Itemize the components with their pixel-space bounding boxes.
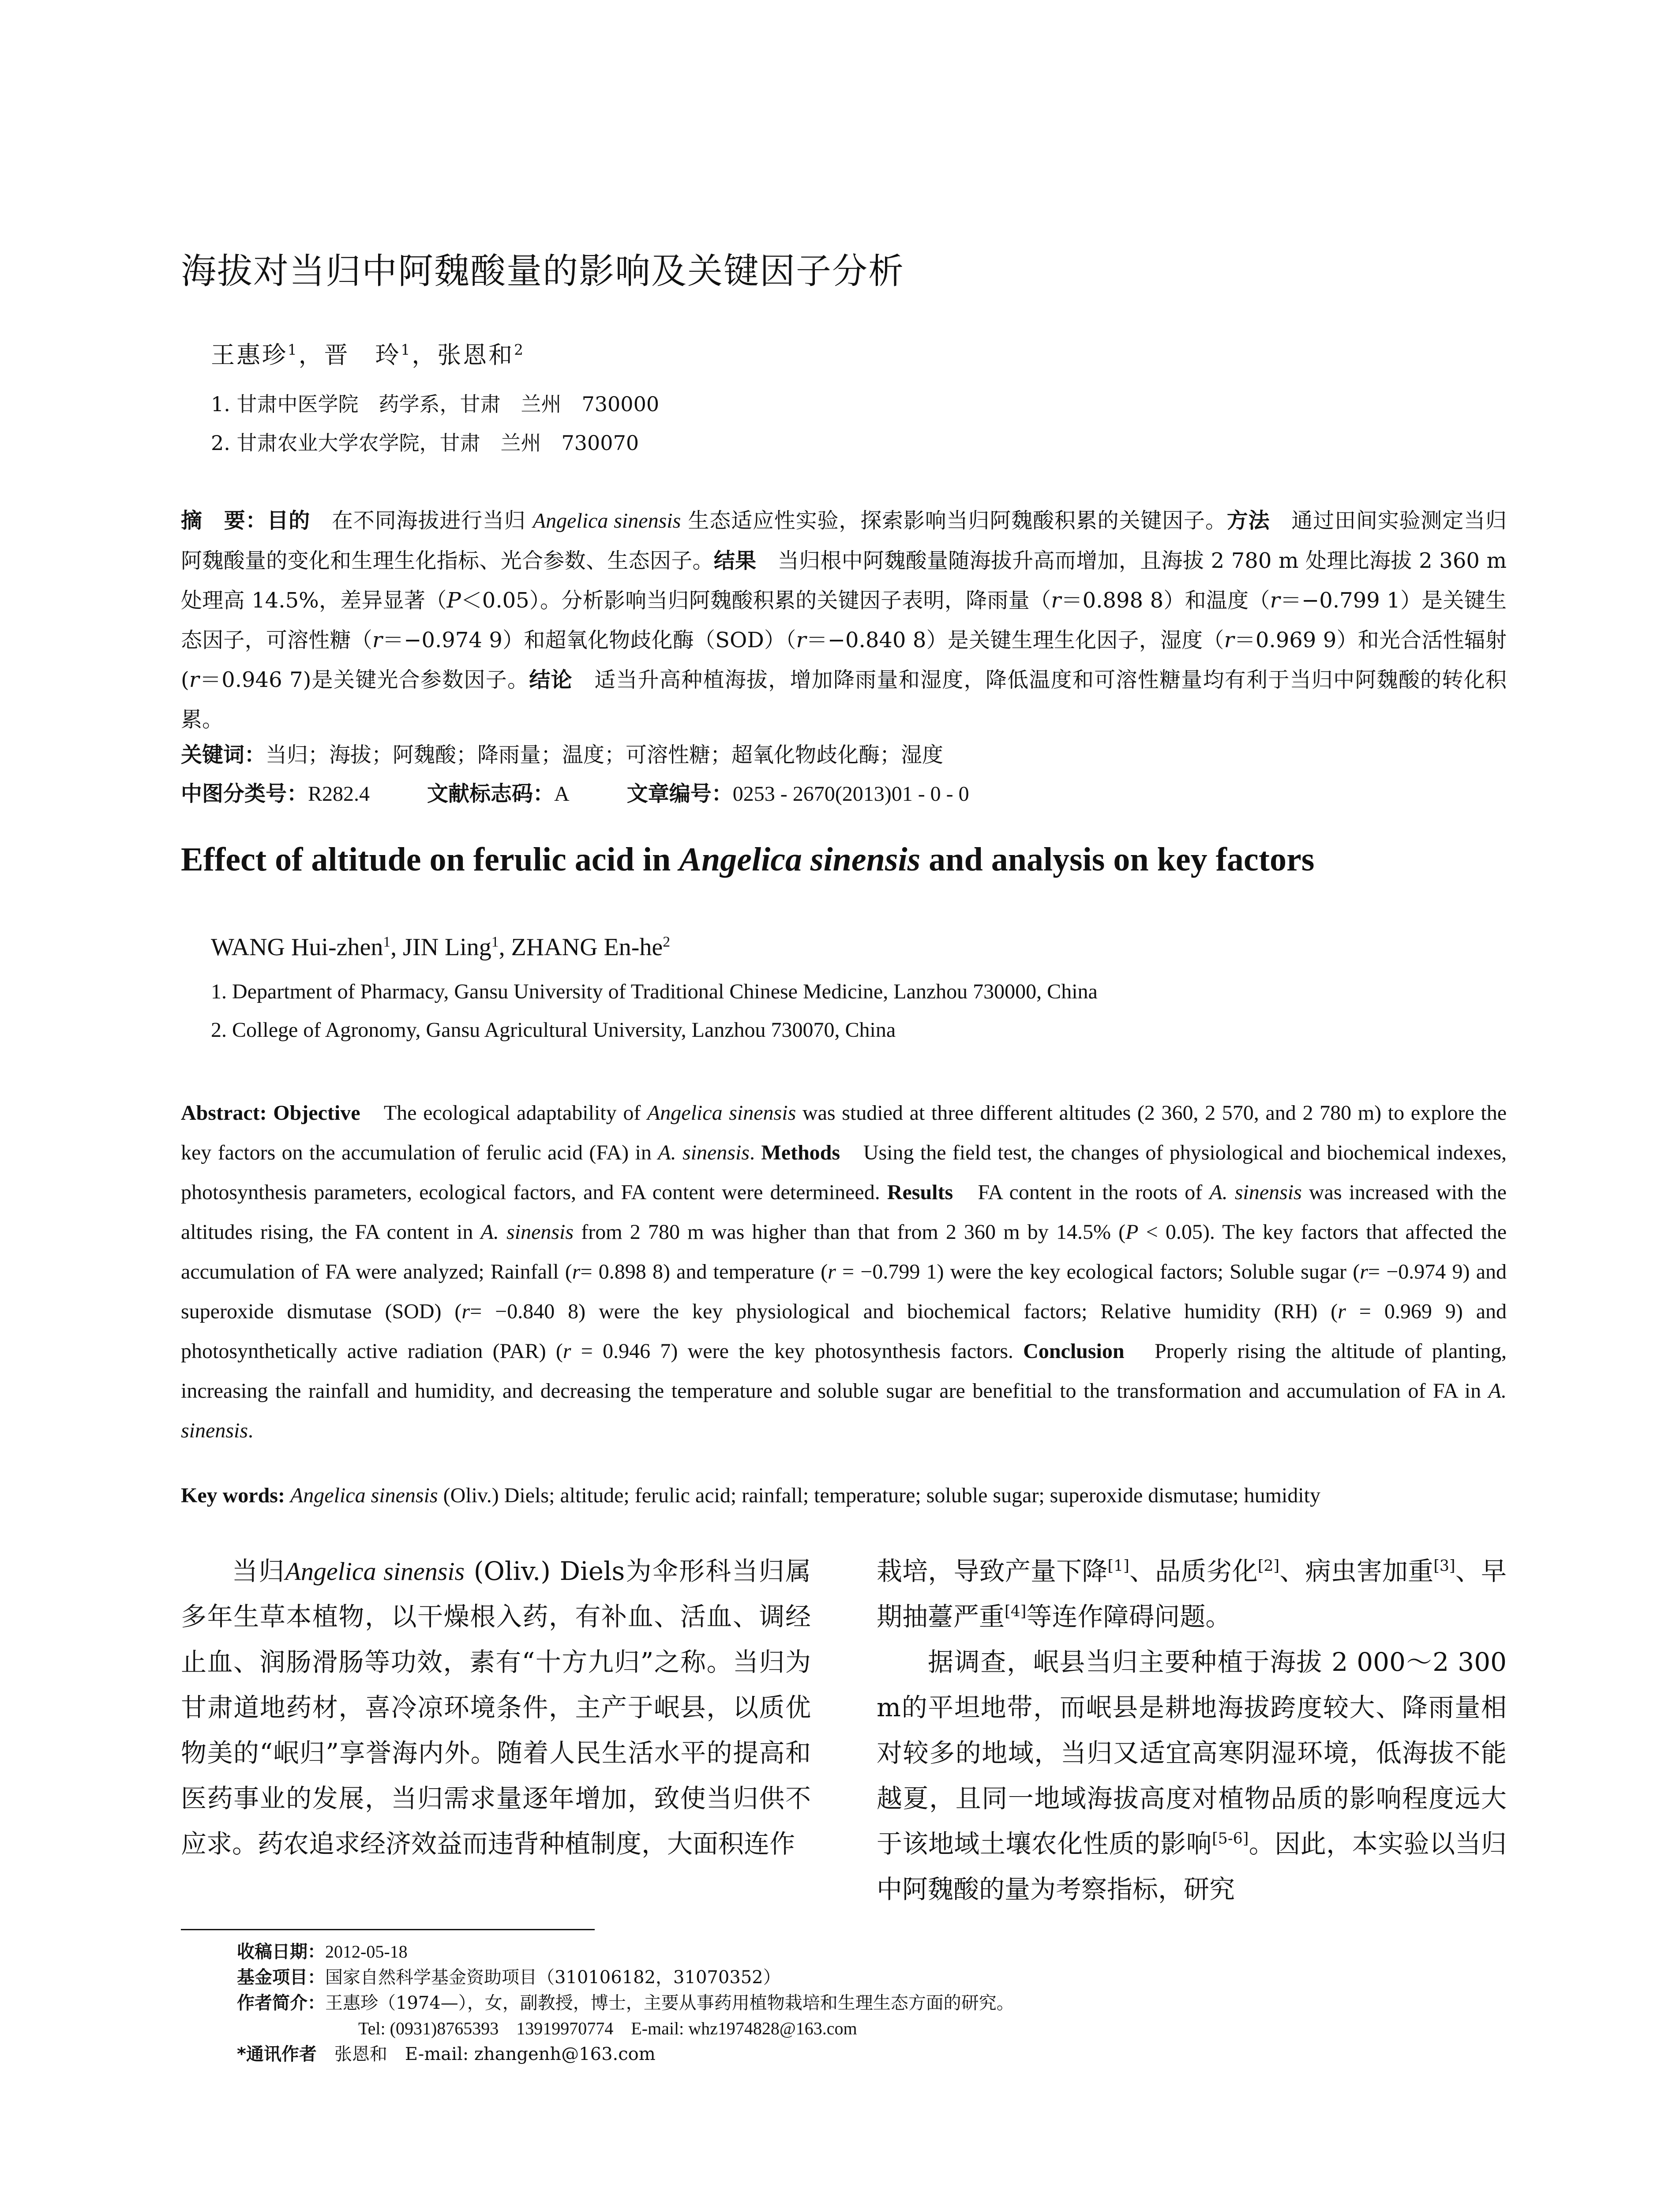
stat-symbol: r (796, 628, 806, 653)
body-paragraph (877, 1549, 1507, 1639)
author-separator: ， (298, 341, 324, 369)
footnote-fund (237, 1965, 1014, 1990)
footnote-value: 2012-05-18 (325, 1942, 408, 1962)
footnote-author-bio (237, 1990, 1014, 2016)
methods-label: Methods (761, 1141, 840, 1164)
author-affiliation-mark: 1 (288, 341, 299, 358)
stat-symbol: r (189, 668, 199, 692)
species-name: Angelica sinensis (647, 1101, 796, 1125)
body-text: 、品质劣化 (1129, 1556, 1258, 1586)
abstract-text: Properly rising the altitude of planting, increasing the rainfall and humidity, and decreasing the temperature and soluble sugar are benefitial to the transformation and accumulation of FA in (181, 1339, 1507, 1403)
species-name: Angelica sinensis (285, 1557, 465, 1586)
species-name: A. sinensis (658, 1141, 750, 1164)
body-text: 栽培，导致产量下降 (877, 1556, 1108, 1586)
conclusion-label: Conclusion (1023, 1339, 1125, 1363)
authors-en (211, 933, 670, 961)
author-name: WANG Hui-zhen (211, 934, 383, 961)
footnote-value: 张恩和 E-mail: zhangenh@163.com (316, 2044, 656, 2064)
body-text: 、早期抽薹严重 (877, 1556, 1507, 1632)
body-text: 、病虫害加重 (1279, 1556, 1434, 1586)
doc-code-label: 文献标志码： (427, 781, 555, 806)
abstract-text: FA content in the roots of (953, 1181, 1210, 1204)
author-name: ZHANG En-he (511, 934, 663, 961)
article-number-label: 文章编号： (626, 781, 733, 806)
footnote-contact: Tel: (0931)8765393 13919970774 E-mail: whz1974828@163.com (358, 2018, 857, 2038)
abstract-text: = 0.898 8) and temperature ( (580, 1260, 828, 1283)
abstract-text: . (750, 1141, 761, 1164)
conclusion-label: 结论 (529, 668, 573, 692)
authors-zh (211, 336, 525, 370)
stat-symbol: r (1270, 588, 1280, 613)
article-number-value: 0253 - 2670(2013)01 - 0 - 0 (732, 782, 969, 806)
methods-label: 方法 (1226, 508, 1270, 533)
citation-ref[interactable]: [4] (1005, 1602, 1027, 1621)
citation-ref[interactable]: [5-6] (1212, 1830, 1249, 1848)
abstract-en (181, 1093, 1507, 1451)
keywords-text: (Oliv.) Diels; altitude; ferulic acid; rainfall; temperature; soluble sugar; superoxide dismutase; humidity (438, 1484, 1320, 1507)
results-text: ＝0.946 7)是关键光合参数因子。 (199, 668, 529, 692)
body-text: 当归 (232, 1556, 285, 1586)
author-affiliation-mark: 1 (383, 934, 391, 950)
author-affiliation-mark: 2 (514, 341, 525, 358)
author-name: JIN Ling (403, 934, 491, 961)
objective-text: 生态适应性实验，探索影响当归阿魏酸积累的关键因子。 (681, 508, 1227, 533)
results-text: ＝−0.840 8）是关键生理生化因子，湿度（ (806, 628, 1224, 653)
affiliation-zh: 2. 甘肃农业大学农学院，甘肃 兰州 730070 (211, 431, 639, 455)
doc-code-value: A (554, 782, 570, 806)
results-text: 当归根中阿魏酸量随海拔升高而增加，且海拔 2 780 m 处理比海拔 2 360 m 处理高 14.5%，差异显著（ (181, 548, 1507, 613)
footnote-divider (181, 1929, 595, 1930)
paper-title-zh: 海拔对当归中阿魏酸量的影响及关键因子分析 (181, 251, 904, 292)
abstract-label: 摘 要： (181, 508, 267, 533)
keywords-text: 当归；海拔；阿魏酸；降雨量；温度；可溶性糖；超氧化物歧化酶；湿度 (266, 743, 944, 767)
stat-symbol: r (572, 1260, 581, 1283)
stat-symbol: r (828, 1260, 836, 1283)
clc-value: R282.4 (308, 782, 370, 806)
species-name: Angelica sinensis (290, 1484, 438, 1507)
footnote-corresponding (237, 2041, 1014, 2067)
objective-text: 在不同海拔进行当归 (310, 508, 533, 533)
results-label: Results (887, 1181, 953, 1204)
classification-line (181, 777, 1507, 807)
abstract-text: = 0.946 7) were the key photosynthesis factors. (571, 1339, 1024, 1363)
footnotes (237, 1939, 1014, 2067)
clc-label: 中图分类号： (181, 781, 308, 806)
stat-symbol: r (1051, 588, 1061, 613)
keywords-en (181, 1483, 1507, 1508)
body-text: 等连作障碍问题。 (1026, 1602, 1231, 1632)
species-name: A. sinensis (181, 1379, 1507, 1442)
citation-ref[interactable]: [3] (1433, 1557, 1455, 1575)
abstract-text: = −0.974 9) and superoxide dismutase (SOD) ( (181, 1260, 1507, 1323)
abstract-text: = 0.969 9) and photosynthetically active radiation (PAR) ( (181, 1300, 1507, 1363)
body-text: 据调查，岷县当归主要种植于海拔 2 000～2 300 m的平坦地带，而岷县是耕地海拔跨度较大、降雨量相对较多的地域，当归又适宜高寒阴湿环境，低海拔不能越夏，且同一地域海拔高度对植物品质的影响程度远大于该地域土壤农化性质的影响 (877, 1647, 1507, 1859)
stat-symbol: r (461, 1300, 470, 1323)
abstract-text: = −0.840 8) were the key physiological and biochemical factors; Relative humidity (RH) ( (470, 1300, 1338, 1323)
results-text: ＝−0.799 1）是关键生态因子，可溶性糖（ (181, 588, 1507, 653)
results-text: ＝−0.974 9）和超氧化物歧化酶（SOD）（ (382, 628, 796, 653)
footnote-value: 国家自然科学基金资助项目（310106182，31070352） (325, 1967, 781, 1988)
keywords-label: 关键词： (181, 743, 266, 767)
stat-symbol: r (562, 1339, 571, 1363)
stat-symbol: r (1338, 1300, 1346, 1323)
footnote-label: 作者简介： (237, 1993, 325, 2013)
abstract-text: The ecological adaptability of (360, 1101, 647, 1125)
author-affiliation-mark: 1 (491, 934, 499, 950)
abstract-text: < 0.05). The key factors that affected the accumulation of FA were analyzed; Rainfall ( (181, 1220, 1507, 1283)
results-label: 结果 (713, 548, 757, 573)
author-name: 王惠珍 (211, 341, 288, 369)
footnote-received (237, 1939, 1014, 1965)
species-name: Angelica sinensis (532, 509, 681, 533)
affiliation-zh: 1. 甘肃中医学院 药学系，甘肃 兰州 730000 (211, 392, 660, 416)
results-text: ＜0.05）。分析影响当归阿魏酸积累的关键因子表明，降雨量（ (461, 588, 1051, 613)
methods-text: 通过田间实验测定当归阿魏酸量的变化和生理生化指标、光合参数、生态因子。 (181, 508, 1507, 573)
species-name: A. sinensis (1209, 1181, 1302, 1204)
objective-label: Abstract: Objective (181, 1101, 360, 1125)
citation-ref[interactable]: [1] (1107, 1557, 1129, 1575)
conclusion-text: 适当升高种植海拔，增加降雨量和湿度，降低温度和可溶性糖量均有利于当归中阿魏酸的转化积累。 (181, 668, 1507, 732)
footnote-value: 王惠珍（1974—），女，副教授，博士，主要从事药用植物栽培和生理生态方面的研究。 (325, 1993, 1014, 2013)
keywords-label: Key words: (181, 1484, 290, 1507)
affiliation-en: 2. College of Agronomy, Gansu Agricultural University, Lanzhou 730070, China (211, 1018, 896, 1042)
footnote-label: 收稿日期： (237, 1942, 325, 1962)
paper-title-en (181, 840, 1314, 879)
author-separator: , (499, 934, 511, 961)
author-separator: ， (412, 341, 438, 369)
body-paragraph (877, 1639, 1507, 1912)
species-name: A. sinensis (480, 1220, 574, 1244)
stat-symbol: r (372, 628, 382, 653)
author-affiliation-mark: 1 (401, 341, 412, 358)
stat-symbol: r (1224, 628, 1234, 653)
abstract-text: = −0.799 1) were the key ecological factors; Soluble sugar ( (836, 1260, 1360, 1283)
abstract-text: . (248, 1419, 254, 1442)
species-name: Angelica sinensis (679, 841, 921, 878)
title-text: and analysis on key factors (920, 841, 1315, 878)
author-separator: , (390, 934, 403, 961)
footnote-label: *通讯作者 (237, 2044, 317, 2064)
title-text: Effect of altitude on ferulic acid in (181, 841, 679, 878)
stat-symbol: P (446, 588, 461, 613)
affiliation-en: 1. Department of Pharmacy, Gansu University of Traditional Chinese Medicine, Lanzhou 730000, China (211, 980, 1098, 1003)
results-text: ＝0.969 9）和光合活性辐射( (181, 628, 1507, 692)
abstract-text: was studied at three different altitudes (2 360, 2 570, and 2 780 m) to explore the key factors on the accumulation of ferulic acid (FA) in (181, 1101, 1507, 1164)
stat-symbol: r (1360, 1260, 1368, 1283)
results-text: ＝0.898 8）和温度（ (1061, 588, 1270, 613)
author-name: 晋 玲 (324, 341, 401, 369)
stat-symbol: P (1125, 1220, 1139, 1244)
author-name: 张恩和 (437, 341, 514, 369)
abstract-zh (181, 501, 1507, 739)
body-column-left (181, 1549, 811, 1867)
abstract-text: was increased with the altitudes rising, the FA content in (181, 1181, 1507, 1244)
body-column-right (877, 1549, 1507, 1912)
citation-ref[interactable]: [2] (1257, 1557, 1280, 1575)
abstract-text: Using the field test, the changes of physiological and biochemical indexes, photosynthesis parameters, ecological factors, and FA content were determineed. (181, 1141, 1507, 1204)
author-affiliation-mark: 2 (663, 934, 671, 950)
footnote-label: 基金项目： (237, 1967, 325, 1988)
body-paragraph (181, 1549, 811, 1867)
body-text: (Oliv.) Diels为伞形科当归属多年生草本植物，以干燥根入药，有补血、活血、调经止血、润肠滑肠等功效，素有“十方九归”之称。当归为甘肃道地药材，喜冷凉环境条件，主产于岷县，以质优物美的“岷归”享誉海内外。随着人民生活水平的提高和医药事业的发展，当归需求量逐年增加，致使当归供不应求。药农追求经济效益而违背种植制度，大面积连作 (181, 1556, 811, 1859)
keywords-zh (181, 738, 943, 768)
body-text: 。因此，本实验以当归中阿魏酸的量为考察指标，研究 (877, 1829, 1507, 1904)
objective-label: 目的 (267, 508, 311, 533)
abstract-text: from 2 780 m was higher than that from 2 360 m by 14.5% ( (574, 1220, 1126, 1244)
